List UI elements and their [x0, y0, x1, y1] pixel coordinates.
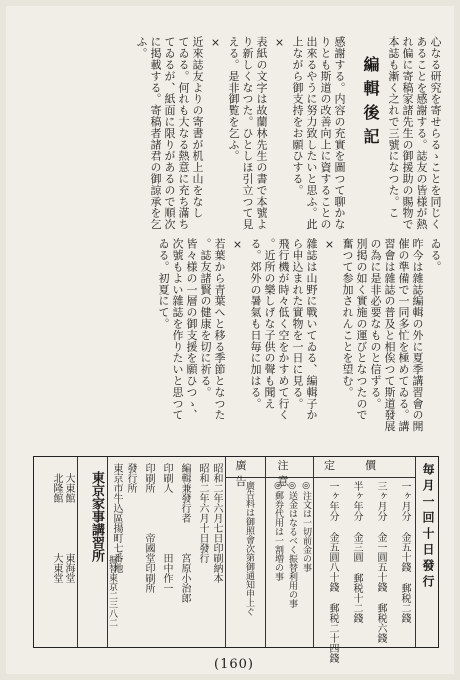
issued-date: 昭和二年六月十日發行: [197, 463, 208, 563]
text-column: りとも斯道の改善向上に資することの: [319, 36, 332, 230]
text-column: ふ。: [135, 36, 148, 59]
notice-item: ◎郵券代用は一割増の事: [273, 481, 283, 581]
text-column: てゐるが、紙面に限りがあるので順次: [163, 36, 176, 230]
text-column: 表紙の文字は故蘭林先生の書で本號よ: [255, 36, 268, 230]
distributor: 大東館: [63, 473, 74, 503]
notice-block: [265, 457, 314, 647]
text-column: 上ながら御支持をお願ひする。: [291, 36, 304, 196]
text-column: 若葉から青葉へと移る季節となつた: [213, 238, 226, 421]
divider: [314, 477, 416, 478]
text-column: 皆々様の一層の御支援を願ひつゝ、: [185, 238, 198, 421]
page-number: (160): [214, 657, 254, 672]
text-column: り新しくなつた。ひとしほ引立つて見: [241, 36, 254, 230]
subscription-cell: [415, 457, 438, 647]
text-column: 次號もよい雜誌を作りたいと思つて: [171, 238, 184, 421]
text-column: 心なる研究を寄せらるゝことを同じく: [429, 36, 442, 230]
editor-label: 編輯兼發行者: [179, 463, 190, 523]
text-column: える。是非御覧を乞ふ。: [227, 36, 240, 162]
divider: [266, 477, 314, 478]
separator-mark: ×: [209, 36, 222, 50]
price-row: 三ヶ月分 金一圓五十錢 郵税六錢: [375, 481, 386, 643]
ads-block: [225, 457, 266, 647]
price-row: 半ヶ年分 金三圓 郵税十二錢: [351, 481, 362, 623]
text-column: ゐる。: [429, 238, 442, 273]
printed-date: 昭和二年六月七日印刷納本: [211, 463, 222, 583]
price-header: 定價: [324, 459, 406, 472]
account-number: 振替東京二三八二: [107, 555, 117, 627]
text-column: 奮つて参加されんことを望む。: [341, 238, 354, 398]
text-column: 近來誌友よりの寄書が机上山をなし: [191, 36, 204, 219]
text-column: 本誌も漸く之れで三號になつた。こ: [387, 36, 400, 219]
divider: [226, 477, 266, 478]
editor-name: 宮原小治郎: [179, 553, 190, 603]
text-column: 飛行機が時々低く空をかすめて行く: [277, 238, 290, 421]
publication-info: [107, 457, 226, 647]
price-row: 一ヶ月分 金五十錢 郵税二錢: [399, 481, 410, 623]
text-column: 。誌友諸賢の健康を切に祈る。: [199, 238, 212, 398]
publisher-label: 發行所: [125, 463, 136, 493]
text-column: あることを感謝する。誌友の皆様が熱: [415, 36, 428, 230]
text-column: 別掲の如く實施の運びとなつたので: [355, 238, 368, 421]
magazine-page: [6, 6, 454, 674]
colophon-table: [33, 456, 439, 663]
subscription-header: 毎月一回十日發行: [421, 463, 435, 591]
notice-header: 注意: [277, 459, 303, 488]
notice-item: ◎送金はなるべく振替利用の事: [287, 481, 297, 608]
section-title: 編輯後記: [361, 56, 380, 152]
separator-mark: ×: [323, 238, 336, 252]
text-column: 。近所の樂しげな子供の聲も聞え: [263, 238, 276, 409]
ads-header: 廣告: [235, 459, 257, 488]
printshop-label: 印刷所: [143, 463, 154, 493]
price-block: [313, 457, 416, 663]
text-column: 習會は雜誌の普及と相俟つて斯道發展: [383, 238, 396, 432]
distributor: 東海堂: [63, 553, 74, 583]
text-column: 雜誌は山野に戰いてゐる、編輯子か: [305, 238, 318, 421]
publisher-name: 東京家事講習所: [89, 471, 104, 562]
text-column: に掲載する。寄稿者諸君の御諒承を乞: [149, 36, 162, 230]
text-column: る。郊外の暑氣も日毎に加はる。: [249, 238, 262, 409]
price-row: 一ヶ年分 金五圓八十錢 郵税二十四錢: [327, 481, 338, 663]
separator-mark: ×: [231, 238, 244, 252]
printshop-name: 帝國堂印刷所: [143, 533, 154, 593]
distributor: 北隆館: [51, 473, 62, 503]
distributors-block: [34, 457, 78, 647]
text-column: ゐる。初夏にて。: [157, 238, 170, 330]
ads-note: 廣告料は御照會次第御通知申上ぐ: [244, 481, 254, 616]
text-column: の為に是非必要なものと信ずる。: [369, 238, 382, 409]
notice-item: ◎注文は一切前金の事: [301, 481, 311, 572]
text-column: 催の準備で一同多忙を極めてゐる。講: [397, 238, 410, 432]
printer-label: 印刷人: [161, 463, 172, 493]
separator-mark: ×: [273, 36, 286, 50]
text-column: 出來るやうに努力致したいと思ふ。此: [305, 36, 318, 230]
text-column: れ偏に寄稿家諸先生の御援助の賜物で: [401, 36, 414, 230]
printer-name: 田中作一: [161, 553, 172, 593]
distributor: 大東堂: [51, 553, 62, 583]
text-column: 感謝する。内容の充實を圖つて聊かな: [333, 36, 346, 230]
publisher-address: 東京市牛込區揚町七番地: [111, 463, 122, 573]
text-column: てゐる。何れも大なる熱意に充ち滿ち: [177, 36, 190, 230]
text-column: 昨今は雜誌編輯の外に夏季講習會の開: [411, 238, 424, 432]
text-column: ら申込まれた實物を一日に見る。: [291, 238, 304, 409]
